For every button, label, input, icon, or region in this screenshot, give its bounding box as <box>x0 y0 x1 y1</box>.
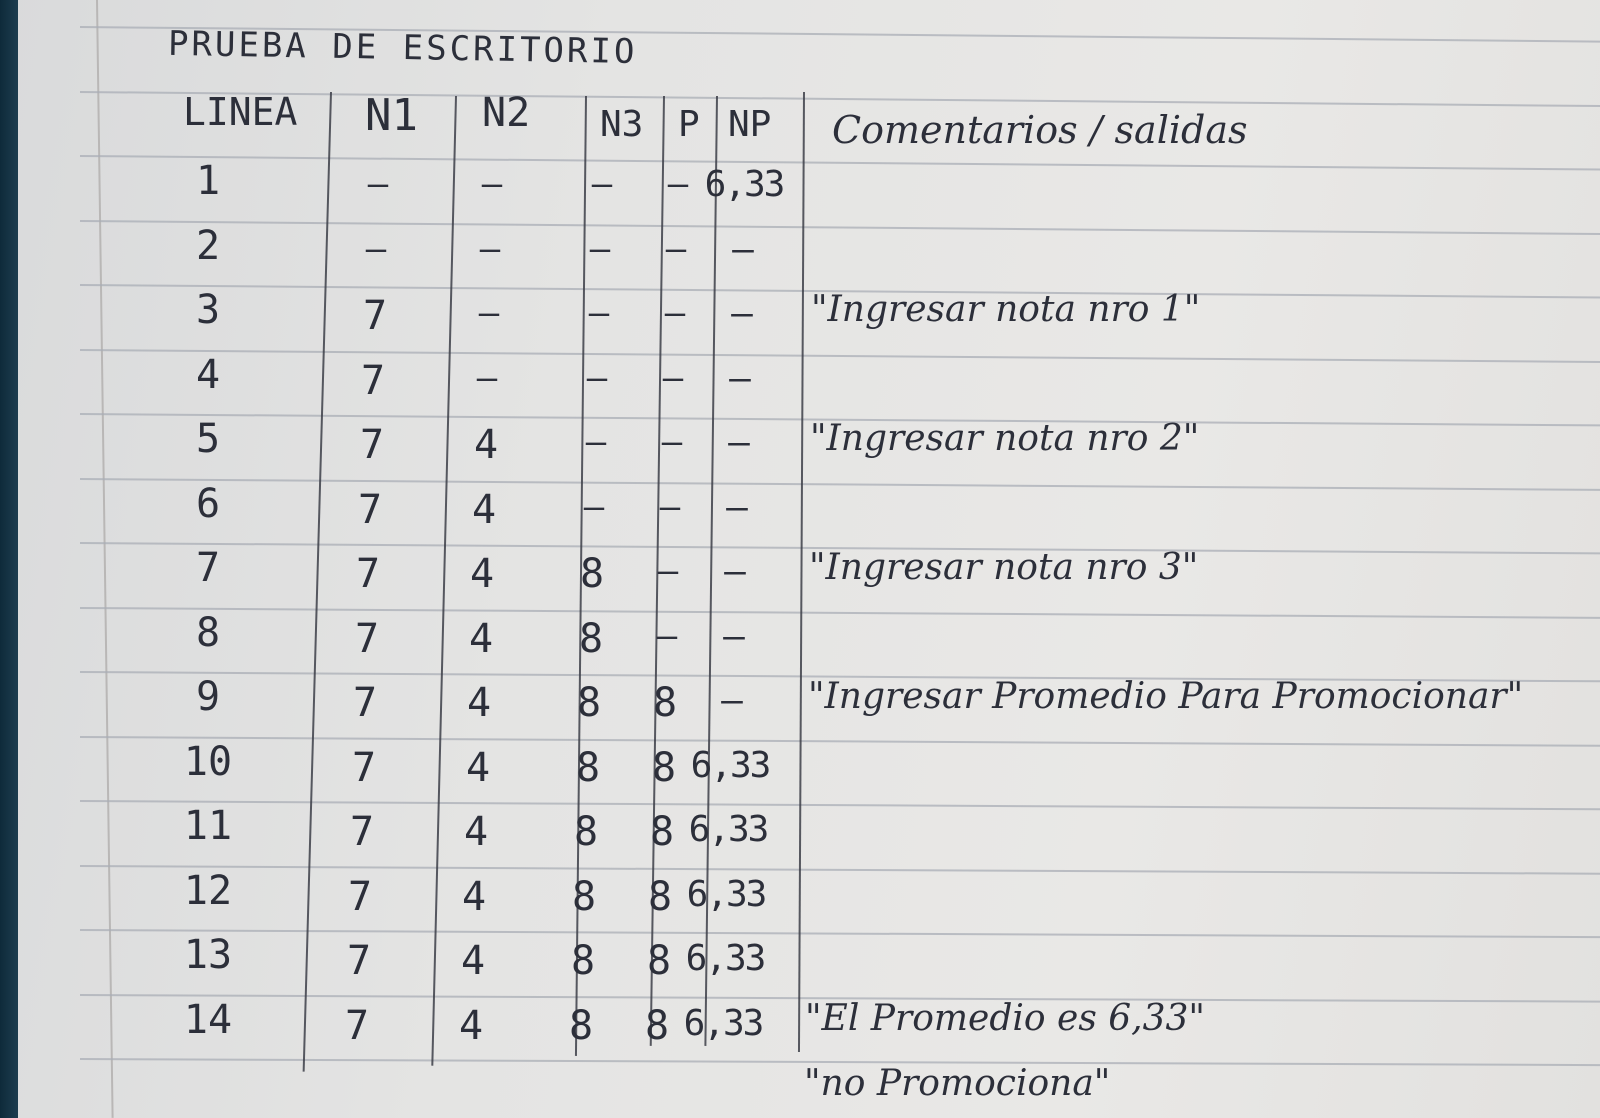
cell-np: – <box>723 615 743 657</box>
cell-n2: 4 <box>473 422 499 468</box>
ruled-line <box>80 478 1600 491</box>
cell-n2: 4 <box>458 1002 484 1049</box>
cell-comentario: "Ingresar nota nro 3" <box>809 546 1199 588</box>
cell-n1: 7 <box>344 1002 370 1049</box>
cell-linea: 12 <box>183 867 233 914</box>
cell-n3: – <box>591 164 613 204</box>
cell-linea: 3 <box>195 287 221 333</box>
cell-linea: 11 <box>183 803 233 849</box>
cell-n3: 8 <box>578 615 604 662</box>
cell-n2: 4 <box>469 551 495 597</box>
background-edge <box>0 0 18 1118</box>
cell-n1: 7 <box>349 809 375 855</box>
cell-n3: – <box>586 357 608 398</box>
cell-n2: 4 <box>463 809 489 855</box>
cell-n2: 4 <box>468 615 494 662</box>
header-comentarios: Comentarios / salidas <box>832 108 1248 152</box>
cell-p: – <box>662 357 684 398</box>
cell-n3: – <box>589 228 611 269</box>
header-n3: N3 <box>600 104 644 145</box>
cell-n3: 8 <box>568 1002 594 1049</box>
cell-n1: 7 <box>346 938 372 984</box>
cell-n1: 7 <box>359 422 385 468</box>
header-n1: N1 <box>365 90 418 141</box>
cell-n3: 8 <box>573 809 599 855</box>
cell-p: 8 <box>649 809 675 855</box>
ruled-line <box>80 155 1600 171</box>
cell-linea: 7 <box>195 545 221 591</box>
cell-p: 8 <box>644 1002 670 1049</box>
cell-n1: 7 <box>362 293 388 339</box>
cell-p: – <box>665 228 687 269</box>
cell-n2: – <box>479 228 501 269</box>
ruled-line <box>80 607 1600 619</box>
cell-n1: 7 <box>355 551 381 597</box>
cell-p: 8 <box>647 873 673 920</box>
cell-n1: 7 <box>360 357 386 404</box>
cell-np: – <box>731 293 751 334</box>
header-p: P <box>678 104 700 145</box>
cell-np: – <box>724 551 744 592</box>
cell-linea: 9 <box>195 674 221 720</box>
cell-p: 8 <box>652 680 678 726</box>
cell-p: – <box>659 486 681 527</box>
cell-n2: 4 <box>465 744 491 791</box>
cell-linea: 10 <box>183 738 233 785</box>
cell-np: – <box>732 228 752 270</box>
cell-comentario: "El Promedio es 6,33" <box>805 998 1205 1039</box>
cell-n3: 8 <box>575 744 601 791</box>
cell-np: 6,33 <box>683 1002 763 1044</box>
ruled-line <box>80 349 1600 363</box>
cell-n2: 4 <box>460 938 486 984</box>
cell-n2: – <box>476 357 498 398</box>
cell-n1: 7 <box>351 744 377 791</box>
cell-n2: – <box>478 293 500 333</box>
cell-n1: 7 <box>347 873 373 920</box>
cell-n2: 4 <box>461 873 487 920</box>
cell-n2: 4 <box>466 680 492 726</box>
cell-n3: 8 <box>576 680 602 726</box>
page-title: PRUEBA DE ESCRITORIO <box>167 23 638 73</box>
cell-linea: 5 <box>195 416 221 462</box>
cell-np: 6,33 <box>704 164 784 205</box>
cell-comentario: "no Promociona" <box>804 1062 1111 1104</box>
cell-linea: 1 <box>195 158 221 204</box>
header-n2: N2 <box>482 90 531 136</box>
cell-np: 6,33 <box>688 809 768 850</box>
cell-np: 6,33 <box>685 938 765 979</box>
cell-n1: 7 <box>352 680 378 726</box>
cell-n1: 7 <box>357 486 383 533</box>
ruled-line <box>80 91 1600 107</box>
cell-p: – <box>664 293 686 333</box>
cell-n3: 8 <box>571 873 597 920</box>
cell-n1: 7 <box>354 615 380 662</box>
cell-comentario: "Ingresar nota nro 2" <box>810 417 1200 459</box>
cell-np: – <box>728 422 748 463</box>
cell-n3: 8 <box>570 938 596 984</box>
cell-n2: 4 <box>471 486 497 533</box>
cell-comentario: "Ingresar Promedio Para Promocionar" <box>808 675 1524 717</box>
cell-p: – <box>667 164 689 204</box>
cell-np: – <box>726 486 746 528</box>
cell-n1: – <box>365 228 387 269</box>
cell-p: 8 <box>646 938 672 984</box>
cell-p: – <box>656 615 678 656</box>
cell-np: 6,33 <box>686 873 766 915</box>
cell-comentario: "Ingresar nota nro 1" <box>811 288 1201 330</box>
cell-np: – <box>721 680 741 721</box>
cell-linea: 6 <box>195 480 221 527</box>
cell-n3: 8 <box>579 551 605 597</box>
cell-n3: – <box>585 422 607 462</box>
cell-linea: 8 <box>195 609 221 656</box>
cell-linea: 13 <box>183 932 233 978</box>
ruled-line <box>80 800 1600 810</box>
cell-p: – <box>661 422 683 462</box>
cell-p: 8 <box>651 744 677 791</box>
cell-np: – <box>729 357 749 399</box>
header-linea: LINEA <box>183 90 298 134</box>
ruled-line <box>80 736 1600 747</box>
cell-n3: – <box>588 293 610 333</box>
cell-np: 6,33 <box>690 744 770 786</box>
cell-linea: 4 <box>195 351 221 398</box>
cell-linea: 14 <box>183 996 233 1043</box>
cell-p: – <box>657 551 679 591</box>
cell-n3: – <box>583 486 605 527</box>
cell-n2: – <box>481 164 503 204</box>
cell-linea: 2 <box>195 222 221 269</box>
cell-n1: – <box>367 164 389 204</box>
ruled-line <box>80 220 1600 235</box>
header-np: NP <box>728 104 772 145</box>
